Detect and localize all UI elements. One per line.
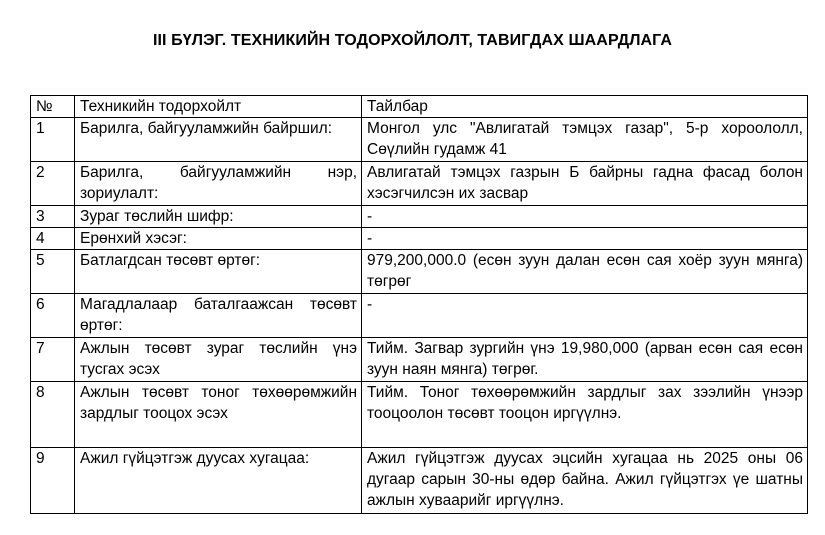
technical-spec-table (30, 95, 808, 514)
row-spec: Ерөнхий хэсэг: (75, 228, 362, 250)
table-header-row (31, 96, 808, 118)
row-number: 5 (31, 250, 75, 294)
table-row (31, 294, 808, 338)
table-row (31, 118, 808, 162)
table-row (31, 382, 808, 448)
row-spec: Батлагдсан төсөвт өртөг: (75, 250, 362, 294)
row-spec: Ажил гүйцэтгэж дуусах хугацаа: (75, 448, 362, 514)
header-number: № (31, 96, 75, 118)
header-spec: Техникийн тодорхойлт (75, 96, 362, 118)
row-number: 7 (31, 338, 75, 382)
row-spec: Барилга, байгууламжийн нэр, зориулалт: (75, 162, 362, 206)
row-number: 9 (31, 448, 75, 514)
row-description: Ажил гүйцэтгэж дуусах эцсийн хугацаа нь 2025 оны 06 дугаар сарын 30-ны өдөр байна. Ажил гүйцэтгэх үе шатны ажлын хуваарийг иргүүлнэ. (362, 448, 808, 514)
row-description: Тийм. Загвар зургийн үнэ 19,980,000 (арван есөн сая есөн зуун наян мянга) төгрөг. (362, 338, 808, 382)
row-number: 1 (31, 118, 75, 162)
row-spec: Ажлын төсөвт тоног төхөөрөмжийн зардлыг тооцох эсэх (75, 382, 362, 448)
section-title: III БҮЛЭГ. ТЕХНИКИЙН ТОДОРХОЙЛОЛТ, ТАВИГДАХ ШААРДЛАГА (152, 32, 673, 49)
table-row (31, 206, 808, 228)
row-spec: Барилга, байгууламжийн байршил: (75, 118, 362, 162)
row-number: 3 (31, 206, 75, 228)
row-number: 4 (31, 228, 75, 250)
row-number: 6 (31, 294, 75, 338)
row-description: - (362, 228, 808, 250)
row-number: 2 (31, 162, 75, 206)
row-spec: Магадлалаар баталгаажсан төсөвт өртөг: (75, 294, 362, 338)
table-row (31, 448, 808, 514)
table-row (31, 228, 808, 250)
row-description: 979,200,000.0 (есөн зуун далан есөн сая хоёр зуун мянга) төгрөг (362, 250, 808, 294)
row-number: 8 (31, 382, 75, 448)
row-description: Тийм. Тоног төхөөрөмжийн зардлыг зах зээлийн үнээр тооцоолон төсөвт тооцон иргүүлнэ. (362, 382, 808, 448)
row-spec: Ажлын төсөвт зураг төслийн үнэ тусгах эсэх (75, 338, 362, 382)
row-spec: Зураг төслийн шифр: (75, 206, 362, 228)
table-row (31, 250, 808, 294)
row-description: - (362, 206, 808, 228)
row-description: Авлигатай тэмцэх газрын Б байрны гадна фасад болон хэсэгчилсэн их засвар (362, 162, 808, 206)
header-description: Тайлбар (362, 96, 808, 118)
row-description: - (362, 294, 808, 338)
row-description: Монгол улс "Авлигатай тэмцэх газар", 5-р хороололл, Сөүлийн гудамж 41 (362, 118, 808, 162)
table-row (31, 162, 808, 206)
table-row (31, 338, 808, 382)
